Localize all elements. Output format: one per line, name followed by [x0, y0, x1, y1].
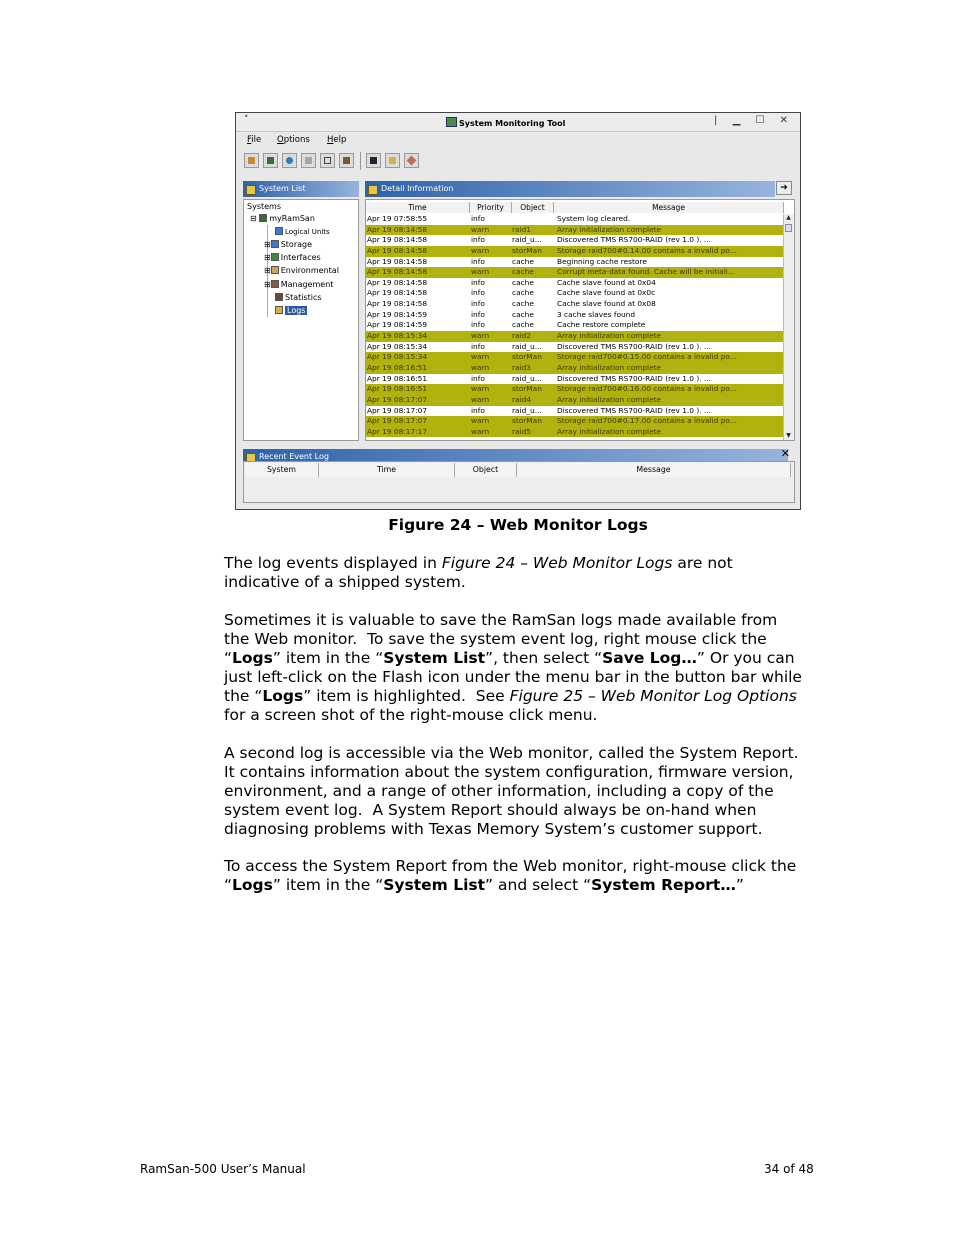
table-row[interactable] — [366, 288, 784, 299]
cell-object: cache — [512, 288, 534, 298]
cell-message: Cache slave found at 0x0c — [557, 288, 656, 298]
cell-message: Array initialization complete — [557, 331, 662, 341]
cell-time: Apr 19 08:14:58 — [367, 299, 428, 309]
cell-object: raid4 — [512, 394, 532, 404]
cell-priority: info — [471, 299, 485, 309]
paragraph-4: To access the System Report from the Web monitor, right-mouse click the “Logs” item in the “System List” and select “System Report…” — [224, 857, 797, 894]
detail-icon — [368, 185, 378, 195]
cell-message: Storage raid700#0.15.00 contains a invalid po... — [557, 352, 737, 362]
tree-expander[interactable]: ⊞ — [264, 280, 271, 289]
logs-icon — [275, 306, 283, 314]
tree-root — [247, 202, 281, 211]
cell-time: Apr 19 08:14:58 — [367, 288, 428, 298]
disk-icon — [275, 227, 283, 235]
cell-object: cache — [512, 299, 534, 309]
cell-priority: warn — [471, 384, 490, 394]
tree-expander[interactable]: ⊞ — [264, 240, 271, 249]
cell-message: 3 cache slaves found — [557, 309, 636, 319]
management-icon — [271, 280, 279, 288]
cell-object: raid2 — [512, 331, 532, 341]
toolbar-separator — [360, 152, 361, 170]
cell-time: Apr 19 08:16:51 — [367, 362, 428, 372]
network-button[interactable] — [282, 153, 297, 168]
cell-message: Storage raid700#0.14.00 contains a invalid po... — [557, 245, 737, 255]
cell-time: Apr 19 08:14:58 — [367, 256, 428, 266]
cell-time: Apr 19 08:14:58 — [367, 224, 428, 234]
table-row[interactable] — [366, 427, 784, 438]
cell-message: Cache slave found at 0x08 — [557, 299, 656, 309]
detail-table — [365, 199, 795, 441]
cell-object: raid5 — [512, 426, 532, 436]
table-row[interactable] — [366, 416, 784, 427]
cell-priority: warn — [471, 331, 490, 341]
column-time[interactable]: Time — [366, 202, 470, 213]
cell-priority: info — [471, 256, 485, 266]
table-row[interactable] — [366, 331, 784, 342]
eraser-icon — [407, 156, 417, 166]
cell-message: Cache restore complete — [557, 320, 646, 330]
tree-expander[interactable]: ⊟ — [250, 214, 260, 223]
display-button[interactable] — [339, 153, 354, 168]
detail-scrollbar[interactable] — [783, 214, 794, 440]
system-icon — [267, 157, 274, 164]
detail-column-headers — [366, 202, 784, 213]
cell-time: Apr 19 08:16:51 — [367, 373, 428, 383]
save-button[interactable] — [366, 153, 381, 168]
table-row[interactable] — [366, 225, 784, 236]
storage-icon — [271, 240, 279, 248]
tree-item-logical-units[interactable] — [275, 227, 330, 236]
detail-header — [365, 181, 775, 197]
table-row[interactable] — [366, 235, 784, 246]
cell-time: Apr 19 08:14:58 — [367, 235, 428, 245]
cell-object: cache — [512, 256, 534, 266]
recent-log-title: Recent Event Log — [259, 452, 329, 461]
cell-message: Array initialization complete — [557, 362, 662, 372]
cell-message: Corrupt meta-data found. Cache will be initiali... — [557, 267, 735, 277]
go-arrow-button[interactable]: ➔ — [776, 181, 792, 195]
cell-message: Cache slave found at 0x04 — [557, 277, 656, 287]
tree-label: Logical Units — [285, 228, 330, 236]
tree-label: Management — [280, 280, 334, 289]
recent-log-table — [243, 461, 795, 503]
flash-icon — [248, 157, 255, 164]
tree-label: Interfaces — [280, 253, 321, 262]
cell-priority: info — [471, 320, 485, 330]
cell-time: Apr 19 07:58:55 — [367, 214, 428, 223]
environment-icon — [271, 266, 279, 274]
cell-time: Apr 19 08:16:51 — [367, 384, 428, 394]
table-row[interactable] — [366, 267, 784, 278]
cell-time: Apr 19 08:17:17 — [367, 426, 428, 436]
cell-object: raid1 — [512, 224, 532, 234]
table-row[interactable] — [366, 352, 784, 363]
recent-column-system[interactable]: System — [245, 463, 319, 477]
cell-message: Array initialization complete — [557, 394, 662, 404]
recent-column-object[interactable]: Object — [455, 463, 517, 477]
tree-item-myramsan[interactable] — [250, 214, 315, 223]
cell-time: Apr 19 08:17:07 — [367, 394, 428, 404]
table-row[interactable] — [366, 310, 784, 321]
collapse-icon — [324, 157, 331, 164]
grid-button[interactable] — [301, 153, 316, 168]
table-row[interactable] — [366, 342, 784, 353]
figure-caption: Figure 24 – Web Monitor Logs — [388, 516, 648, 534]
cell-message: Array initialization complete — [557, 224, 662, 234]
close-icon[interactable]: ✕ — [780, 447, 790, 460]
cell-priority: warn — [471, 224, 490, 234]
cell-priority: info — [471, 373, 485, 383]
tree-item-logs[interactable] — [275, 306, 307, 315]
cell-priority: info — [471, 309, 485, 319]
tree-label-selected: Logs — [287, 306, 306, 315]
detail-rows — [366, 214, 784, 437]
detail-title: Detail Information — [381, 184, 454, 193]
menu-options[interactable]: Options — [277, 135, 310, 145]
cell-priority: warn — [471, 267, 490, 277]
app-icon — [446, 117, 457, 127]
table-row[interactable] — [366, 257, 784, 268]
cell-time: Apr 19 08:14:58 — [367, 245, 428, 255]
cell-time: Apr 19 08:14:58 — [367, 267, 428, 277]
system-tree — [243, 199, 359, 441]
system-list-header — [243, 181, 359, 197]
cell-message: Array initialization complete — [557, 426, 662, 436]
scroll-up-arrow[interactable]: ▲ — [786, 214, 791, 221]
tree-label: Storage — [280, 240, 313, 249]
tree-item-storage[interactable] — [264, 240, 312, 249]
cell-object: cache — [512, 277, 534, 287]
cell-object: raid_u... — [512, 235, 542, 245]
table-row[interactable] — [366, 395, 784, 406]
table-row[interactable] — [366, 278, 784, 289]
paragraph-2: Sometimes it is valuable to save the RamSan logs made available from the Web monitor. To save the system event log, right mouse click the “Logs” item in the “System List”, then select “Save Log…” Or you can just left-click on the Flash icon under the menu bar in the button bar while the “Logs” item is highlighted. See Figure 25 – Web Monitor Log Options for a screen shot of the right-mouse click menu. — [224, 611, 802, 724]
table-row[interactable] — [366, 246, 784, 257]
window-title-text: System Monitoring Tool — [459, 119, 566, 128]
monitor-screenshot — [235, 112, 801, 510]
cell-object: storMan — [512, 384, 542, 394]
cell-message: Beginning cache restore — [557, 256, 647, 266]
table-row[interactable] — [366, 406, 784, 417]
window-titlebar — [236, 113, 800, 132]
scroll-down-arrow[interactable]: ▼ — [786, 432, 791, 439]
cell-priority: warn — [471, 426, 490, 436]
cell-time: Apr 19 08:14:58 — [367, 277, 428, 287]
cell-object: storMan — [512, 416, 542, 426]
server-icon — [259, 214, 267, 222]
cell-message: System log cleared. — [557, 214, 631, 223]
window-menu-icon[interactable]: ˅ — [244, 115, 249, 125]
tree-label: Statistics — [285, 293, 322, 302]
system-list-title: System List — [259, 184, 306, 193]
cell-priority: warn — [471, 352, 490, 362]
cell-time: Apr 19 08:15:34 — [367, 341, 428, 351]
menu-file[interactable]: File — [247, 135, 262, 145]
table-row[interactable] — [366, 363, 784, 374]
scroll-thumb[interactable] — [785, 224, 792, 232]
cell-message: Discovered TMS RS700-RAID (rev 1.0 ). ... — [557, 341, 711, 351]
paragraph-1: The log events displayed in Figure 24 – Web Monitor Logs are not indicative of a shipped system. — [224, 554, 733, 591]
tree-expander[interactable]: ⊞ — [264, 266, 271, 275]
column-priority[interactable]: Priority — [470, 202, 512, 213]
cell-priority: info — [471, 288, 485, 298]
interface-icon — [271, 253, 279, 261]
cell-priority: warn — [471, 394, 490, 404]
cell-priority: warn — [471, 416, 490, 426]
menu-help[interactable]: Help — [327, 135, 347, 145]
cell-priority: info — [471, 235, 485, 245]
column-object[interactable]: Object — [512, 202, 554, 213]
cell-priority: info — [471, 277, 485, 287]
cell-message: Storage raid700#0.16.00 contains a invalid po... — [557, 384, 737, 394]
cell-time: Apr 19 08:17:07 — [367, 405, 428, 415]
cell-object: storMan — [512, 245, 542, 255]
footer-page-number: 34 of 48 — [764, 1162, 814, 1176]
cell-time: Apr 19 08:17:07 — [367, 416, 428, 426]
report-icon — [389, 157, 396, 164]
floppy-icon — [370, 157, 377, 164]
cell-priority: info — [471, 405, 485, 415]
cell-object: raid_u... — [512, 373, 542, 383]
system-list-icon — [246, 185, 256, 195]
cell-message: Discovered TMS RS700-RAID (rev 1.0 ). ... — [557, 373, 711, 383]
recent-column-message[interactable]: Message — [517, 463, 791, 477]
flash-log-button[interactable] — [244, 153, 259, 168]
paragraph-3: A second log is accessible via the Web monitor, called the System Report. It contains information about the system configuration, firmware version, environment, and a range of other information, including a copy of the system event log. A System Report should always be on-hand when diagnosing problems with Texas Memory System’s customer support. — [224, 744, 799, 838]
window-controls[interactable]: | ▁ ☐ ✕ — [714, 115, 794, 126]
tree-item-interfaces[interactable] — [264, 253, 321, 262]
cell-object: storMan — [512, 352, 542, 362]
cell-object: cache — [512, 309, 534, 319]
cell-object: raid_u... — [512, 341, 542, 351]
cell-priority: warn — [471, 245, 490, 255]
tree-item-environmental[interactable] — [264, 266, 339, 275]
menu-bar — [236, 132, 800, 148]
cell-time: Apr 19 08:14:59 — [367, 320, 428, 330]
table-row[interactable] — [366, 214, 784, 225]
report-button[interactable] — [385, 153, 400, 168]
tree-label: myRamSan — [269, 214, 315, 223]
column-message[interactable]: Message — [554, 202, 784, 213]
recent-column-time[interactable]: Time — [319, 463, 455, 477]
tree-expander[interactable]: ⊞ — [264, 253, 271, 262]
tree-item-management[interactable] — [264, 280, 333, 289]
cell-message: Discovered TMS RS700-RAID (rev 1.0 ). ... — [557, 405, 711, 415]
cell-object: raid_u... — [512, 405, 542, 415]
cell-object: cache — [512, 267, 534, 277]
globe-icon — [286, 157, 293, 164]
cell-time: Apr 19 08:15:34 — [367, 352, 428, 362]
tree-item-statistics[interactable] — [275, 293, 322, 302]
cell-priority: warn — [471, 362, 490, 372]
table-row[interactable] — [366, 384, 784, 395]
window-title — [446, 117, 565, 128]
tree-root-label: Systems — [247, 202, 281, 211]
tree-label: Environmental — [280, 266, 339, 275]
display-icon — [343, 157, 350, 164]
table-row[interactable] — [366, 299, 784, 310]
cell-priority: info — [471, 341, 485, 351]
erase-button[interactable] — [404, 153, 419, 168]
cell-priority: info — [471, 214, 485, 223]
cell-time: Apr 19 08:14:59 — [367, 309, 428, 319]
cell-message: Storage raid700#0.17.00 contains a invalid po... — [557, 416, 737, 426]
table-row[interactable] — [366, 374, 784, 385]
cell-object: cache — [512, 320, 534, 330]
recent-column-headers — [245, 463, 791, 477]
grid-icon — [305, 157, 312, 164]
system-button[interactable] — [263, 153, 278, 168]
cell-object: raid3 — [512, 362, 532, 372]
table-row[interactable] — [366, 320, 784, 331]
cell-time: Apr 19 08:15:34 — [367, 331, 428, 341]
statistics-icon — [275, 293, 283, 301]
collapse-button[interactable] — [320, 153, 335, 168]
footer-manual-title: RamSan-500 User’s Manual — [140, 1162, 306, 1176]
cell-message: Discovered TMS RS700-RAID (rev 1.0 ). ... — [557, 235, 711, 245]
